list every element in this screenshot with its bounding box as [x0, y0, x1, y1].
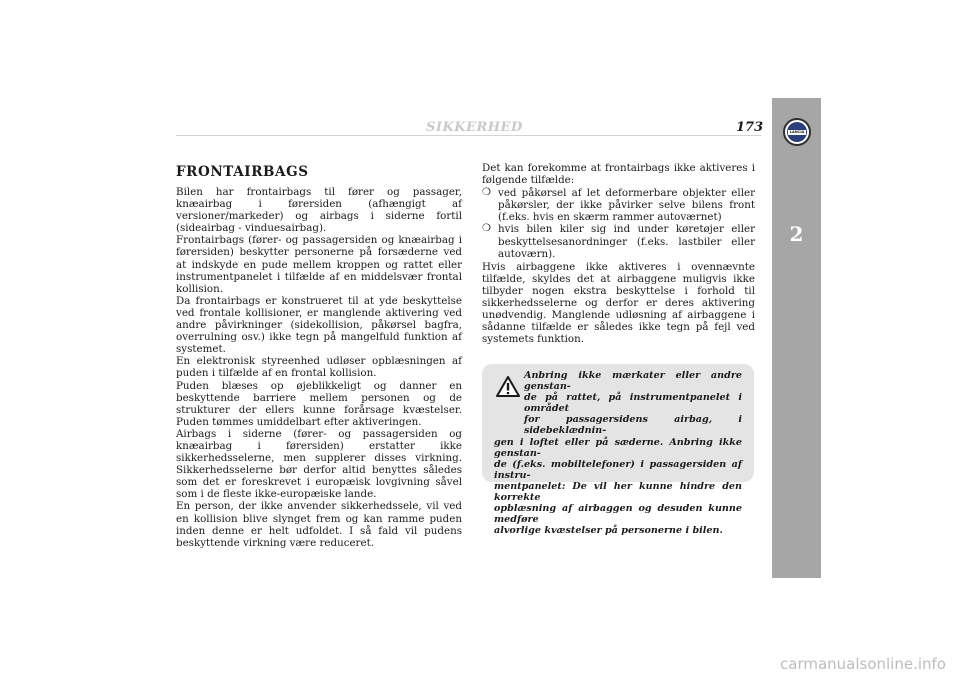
lancia-logo-icon	[783, 118, 811, 146]
warning-line: de på rattet, på instrumentpanelet i området	[524, 392, 742, 415]
list-item	[482, 187, 755, 223]
bullet-circle-icon: ❍	[482, 223, 491, 235]
left-column	[176, 186, 462, 549]
warning-line: mentpanelet: De vil her kunne hindre den korrekte	[494, 480, 742, 504]
warning-box	[482, 364, 754, 537]
paragraph: En elektronisk styreenhed udløser opblæsningen af puden i tilfælde af en frontal kollision.	[176, 355, 462, 380]
warning-line: opblæsning af airbaggen og desuden kunne medføre	[494, 503, 742, 526]
list-item	[482, 223, 755, 259]
logo-text: LANCIA	[789, 129, 805, 134]
paragraph: Airbags i siderne (fører- og passagersiden og knæairbag i førersiden) erstatter ikke sikkerhedsselerne, men supplerer disses virkning. Sikkerhedsselerne bør derfor altid benyttes således som det er foreskrevet i europæisk lovgivning såvel som i de fleste ikke-europæiske lande.	[176, 427, 462, 501]
bullet-list	[482, 187, 755, 260]
warning-triangle-icon	[496, 376, 520, 397]
paragraph: Da frontairbags er konstrueret til at yde beskyttelse ved frontale kollisioner, er manglende aktivering ved andre påvirkninger (sidekollision, påkørsel bagfra, overrulning osv.) ikke tegn på mangelfuld funktion af systemet.	[176, 294, 462, 356]
warning-line: for passagersidens airbag, i sidebeklædnin-	[524, 414, 742, 437]
warning-line: alvorlige kvæstelser på personerne i bilen.	[494, 525, 723, 537]
right-column	[482, 162, 755, 345]
page-heading: FRONTAIRBAGS	[176, 164, 309, 180]
paragraph: Bilen har frontairbags til fører og passager, knæairbag i førersiden (afhængigt af versioner/markeder) og airbags i siderne fortil (sideairbag - vinduesairbag).	[176, 186, 462, 235]
header-divider	[176, 135, 761, 136]
paragraph: En person, der ikke anvender sikkerhedssele, vil ved en kollision blive slynget frem og kan ramme puden inden denne er helt udfoldet. I så fald vil pudens beskyttende virkning være reduceret.	[176, 500, 462, 549]
paragraph: Frontairbags (fører- og passagersiden og knæairbag i førersiden) beskytter personerne på forsæderne ved at indskyde en pude mellem kroppen og rattet eller instrumentpanelet i tilfælde af en middelsvær frontal kollision.	[176, 234, 462, 295]
closing-paragraph: Hvis airbaggene ikke aktiveres i ovennævnte tilfælde, skyldes det at airbaggene muligvis ikke tilbyder nogen ekstra beskyttelse i forhold til sikkerhedsselerne og derfor er deres aktivering unødvendig. Manglende udløsning af airbaggene i sådanne tilfælde er således ikke tegn på fejl ved systemets funktion.	[482, 260, 755, 346]
warning-line: de (f.eks. mobiltelefoner) i passagersiden af instru-	[494, 458, 742, 481]
intro-paragraph: Det kan forekomme at frontairbags ikke aktiveres i følgende tilfælde:	[482, 162, 755, 187]
warning-line: Anbring ikke mærkater eller andre genstan-	[524, 370, 742, 393]
chapter-tab	[772, 98, 821, 578]
list-item-text: hvis bilen kiler sig ind under køretøjer eller beskyttelsesanordninger (f.eks. lastbiler eller autoværn).	[498, 223, 755, 260]
chapter-number: 2	[789, 222, 804, 246]
bullet-circle-icon: ❍	[482, 187, 491, 199]
section-title: SIKKERHED	[426, 120, 523, 135]
warning-line: gen i loftet eller på sæderne. Anbring ikke genstan-	[494, 436, 742, 459]
watermark: carmanualsonline.info	[780, 655, 946, 673]
page-number: 173	[736, 120, 764, 135]
paragraph: Puden blæses op øjeblikkeligt og danner en beskyttende barriere mellem personen og de strukturer der ellers kunne forårsage kvæstelser. Puden tømmes umiddelbart efter aktiveringen.	[176, 379, 462, 428]
list-item-text: ved påkørsel af let deformerbare objekter eller påkørsler, der ikke påvirker selve bilens front (f.eks. hvis en skærm rammer autoværnet)	[498, 187, 755, 224]
